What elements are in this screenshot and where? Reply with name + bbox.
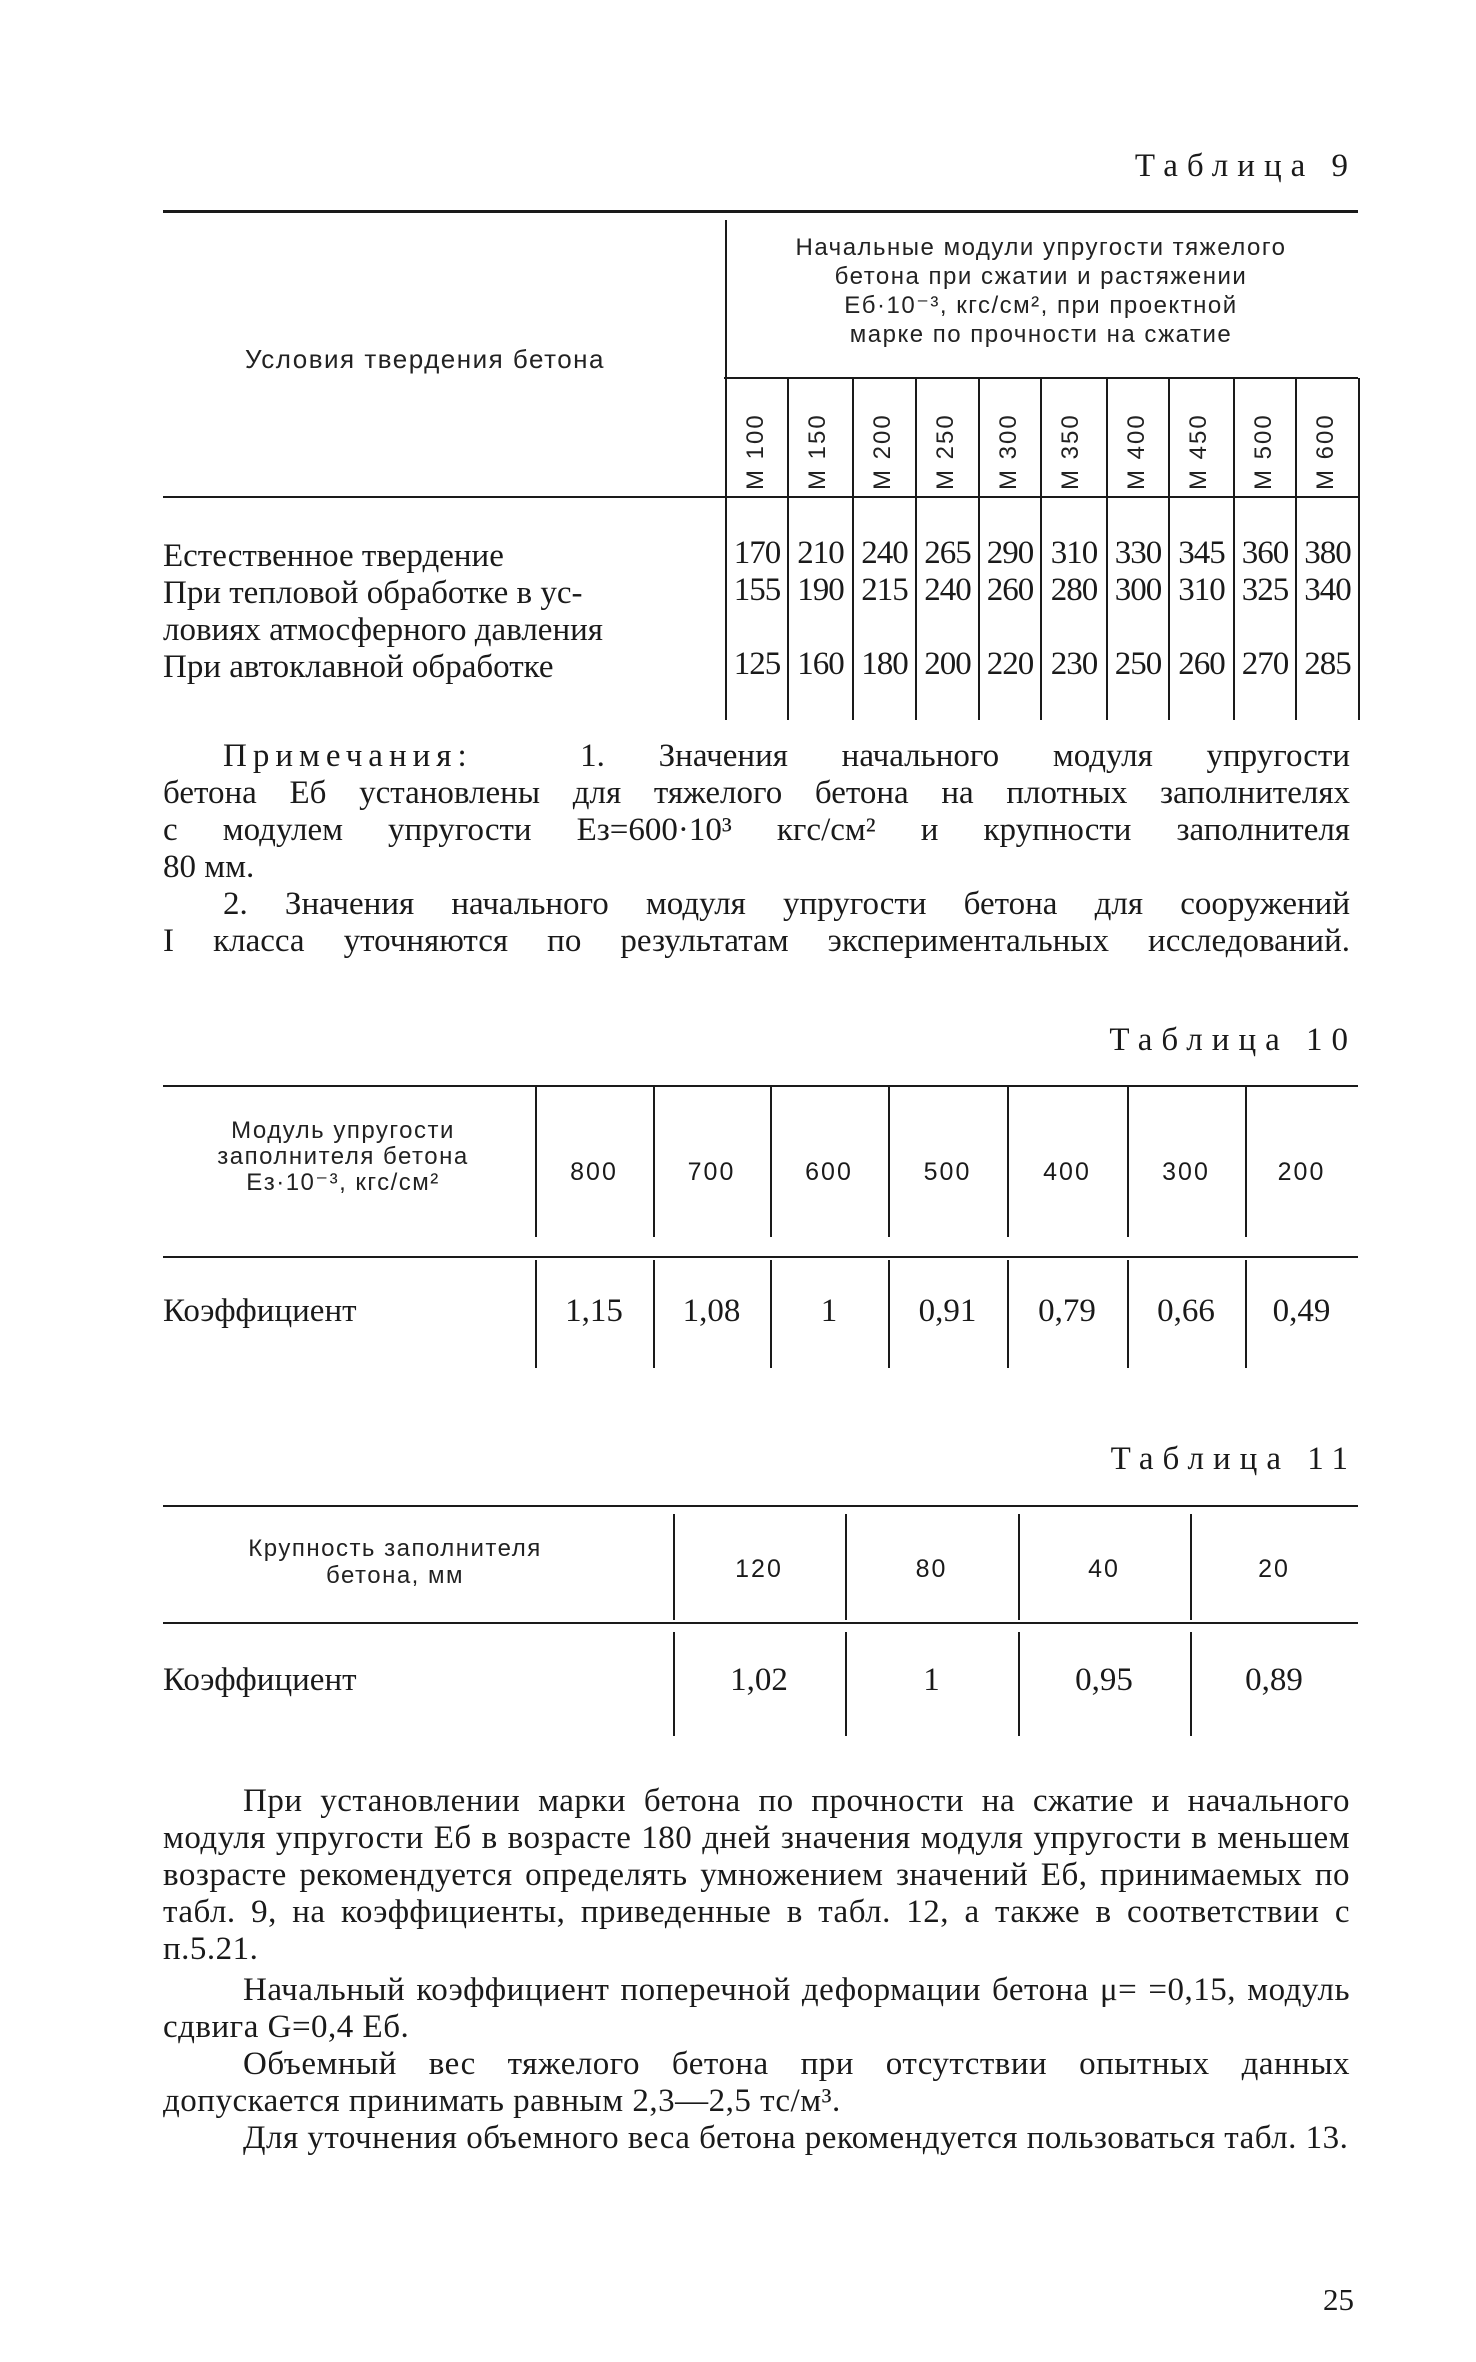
t10-col-3: 500: [923, 1158, 972, 1186]
table11-caption: Таблица 11: [1110, 1441, 1357, 1477]
t9-cell-2-8: 270: [1241, 646, 1289, 682]
t11-col-2: 40: [1088, 1555, 1120, 1583]
note1-line4: 80 мм.: [163, 849, 255, 885]
note2-line2: I класса уточняются по результатам экспериментальных исследований.: [163, 923, 1350, 959]
condition-heat-1: При тепловой обработке в ус-: [163, 575, 583, 611]
t9-mark-5: М 350: [1057, 413, 1084, 490]
t9-mark-6: М 400: [1123, 413, 1150, 490]
note1-line2: бетона Eб установлены для тяжелого бетона на плотных заполнителях: [163, 775, 1350, 811]
t9-col-divider: [725, 220, 727, 720]
table9-header-bottom-rule: [163, 496, 1358, 498]
note1-line1: 1. Значения начального модуля упругости: [580, 738, 1350, 774]
t9-cell-2-6: 250: [1114, 646, 1162, 682]
table11-row-label: Коэффициент: [163, 1662, 357, 1698]
t10-val-3: 0,91: [918, 1293, 977, 1329]
table10-top-rule: [163, 1085, 1358, 1087]
table9-col-header: [726, 233, 1356, 349]
t11-col-1: 80: [915, 1555, 948, 1583]
t11-val-0: 1,02: [730, 1662, 788, 1698]
t9-cell-0-6: 330: [1114, 535, 1162, 571]
t9-cell-1-7: 310: [1178, 572, 1225, 608]
t9-cell-0-3: 265: [924, 535, 971, 571]
t9-cell-0-4: 290: [986, 535, 1034, 571]
t9-cell-0-1: 210: [797, 535, 844, 571]
t9-cell-0-9: 380: [1304, 535, 1351, 571]
t10-col-0: 800: [570, 1158, 618, 1186]
table10-header-line2: заполнителя бетона: [217, 1143, 469, 1170]
table10-mid-rule: [163, 1256, 1358, 1258]
t10-val-1: 1,08: [682, 1293, 741, 1329]
condition-natural: Естественное твердение: [163, 538, 504, 574]
table10-caption: Таблица 10: [1109, 1022, 1357, 1058]
t9-cell-1-1: 190: [797, 572, 844, 608]
notes: [163, 738, 1350, 960]
t9-cell-1-2: 215: [861, 572, 908, 608]
t11-val-3: 0,89: [1245, 1662, 1303, 1698]
table9-caption: Таблица 9: [1134, 148, 1357, 184]
table10-row-label: Коэффициент: [163, 1293, 357, 1329]
t10-val-5: 0,66: [1157, 1293, 1215, 1329]
t10-col-6: 200: [1277, 1158, 1326, 1186]
table9-conditions: [163, 538, 723, 686]
t9-cell-1-4: 260: [986, 572, 1034, 608]
body-paragraph-4: Для уточнения объемного веса бетона рекомендуется пользоваться табл. 13.: [243, 2120, 1349, 2156]
t9-mark-3: М 250: [932, 413, 959, 490]
t11-col-3: 20: [1258, 1555, 1290, 1583]
t9-mark-9: М 600: [1312, 413, 1339, 490]
table10-header-line3: Eз·10⁻³, кгс/см²: [246, 1169, 440, 1196]
t9-cell-2-7: 260: [1178, 646, 1225, 682]
t10-val-0: 1,15: [565, 1293, 623, 1329]
table9-col-header-line1: Начальные модули упругости тяжелого: [795, 234, 1287, 261]
t10-col-1: 700: [687, 1158, 736, 1186]
t9-cell-0-2: 240: [861, 535, 908, 571]
t9-cell-1-3: 240: [924, 572, 971, 608]
t9-cell-0-8: 360: [1241, 535, 1289, 571]
body-paragraph-2: Начальный коэффициент поперечной деформации бетона μ= =0,15, модуль сдвига G=0,4 Eб.: [163, 1972, 1350, 2045]
page-number: 25: [1323, 2282, 1354, 2317]
t9-cell-2-3: 200: [924, 646, 971, 682]
table10-header-line1: Модуль упругости: [231, 1117, 455, 1144]
t9-cell-2-2: 180: [861, 646, 908, 682]
table11-header: [190, 1535, 600, 1589]
table9-top-rule: [163, 210, 1358, 213]
table11-header-line2: бетона, мм: [325, 1562, 465, 1589]
note1-line3: с модулем упругости Eз=600·10³ кгс/см² и крупности заполнителя: [163, 812, 1350, 848]
t10-val-6: 0,49: [1272, 1293, 1331, 1329]
t9-cell-2-0: 125: [733, 646, 781, 682]
t9-mark-7: М 450: [1185, 413, 1212, 490]
t9-mark-2: М 200: [869, 413, 896, 490]
t11-val-2: 0,95: [1075, 1662, 1133, 1698]
t9-mark-0: М 100: [742, 413, 769, 490]
condition-autoclave: При автоклавной обработке: [163, 649, 554, 685]
t9-cell-0-7: 345: [1178, 535, 1225, 571]
t9-cell-0-0: 170: [733, 535, 781, 571]
t9-mark-1: М 150: [804, 413, 831, 490]
t9-cell-2-1: 160: [797, 646, 844, 682]
table11-header-line1: Крупность заполнителя: [248, 1535, 542, 1562]
t9-cell-2-9: 285: [1304, 646, 1351, 682]
t11-col-0: 120: [735, 1555, 783, 1583]
note2-line1: 2. Значения начального модуля упругости бетона для сооружений: [223, 886, 1350, 922]
t10-col-2: 600: [805, 1158, 853, 1186]
table9-col-header-line3: Eб·10⁻³, кгс/см², при проектной: [844, 292, 1238, 319]
t9-mark-8: М 500: [1250, 413, 1277, 490]
table9-col-header-line2: бетона при сжатии и растяжении: [834, 263, 1248, 290]
t9-cell-1-5: 280: [1050, 572, 1098, 608]
table11-mid-rule: [163, 1622, 1358, 1624]
t10-col-4: 400: [1043, 1158, 1091, 1186]
body-paragraph-3: Объемный вес тяжелого бетона при отсутствии опытных данных допускается принимать равным 2,3—2,5 тс/м³.: [163, 2046, 1350, 2119]
t11-val-1: 1: [923, 1662, 940, 1698]
t9-cell-2-5: 230: [1050, 646, 1098, 682]
body-paragraph-1: При установлении марки бетона по прочности на сжатие и начального модуля упругости Eб в возрасте 180 дней значения модуля упругости в меньшем возрасте рекомендуется определять умножением значений Eб, принимаемых по табл. 9, на коэффициенты, приведенные в табл. 12, а также в соответствии с п.5.21.: [163, 1783, 1350, 1967]
t9-cell-2-4: 220: [986, 646, 1034, 682]
t9-cell-1-0: 155: [733, 572, 781, 608]
table9-row-header: Условия твердения бетона: [245, 344, 605, 374]
t9-mark-4: М 300: [995, 413, 1022, 490]
t10-val-2: 1: [820, 1293, 838, 1329]
table9-col-header-line4: марке по прочности на сжатие: [849, 321, 1233, 348]
table10-header: [163, 1118, 523, 1196]
t9-cell-1-8: 325: [1241, 572, 1289, 608]
condition-heat-2: ловиях атмосферного давления: [163, 612, 603, 648]
t10-col-5: 300: [1162, 1158, 1210, 1186]
t10-val-4: 0,79: [1038, 1293, 1096, 1329]
t9-cell-1-6: 300: [1114, 572, 1162, 608]
table11-top-rule: [163, 1505, 1358, 1507]
notes-label: Примечания:: [223, 738, 473, 774]
t9-cell-1-9: 340: [1304, 572, 1351, 608]
t9-cell-0-5: 310: [1050, 535, 1098, 571]
